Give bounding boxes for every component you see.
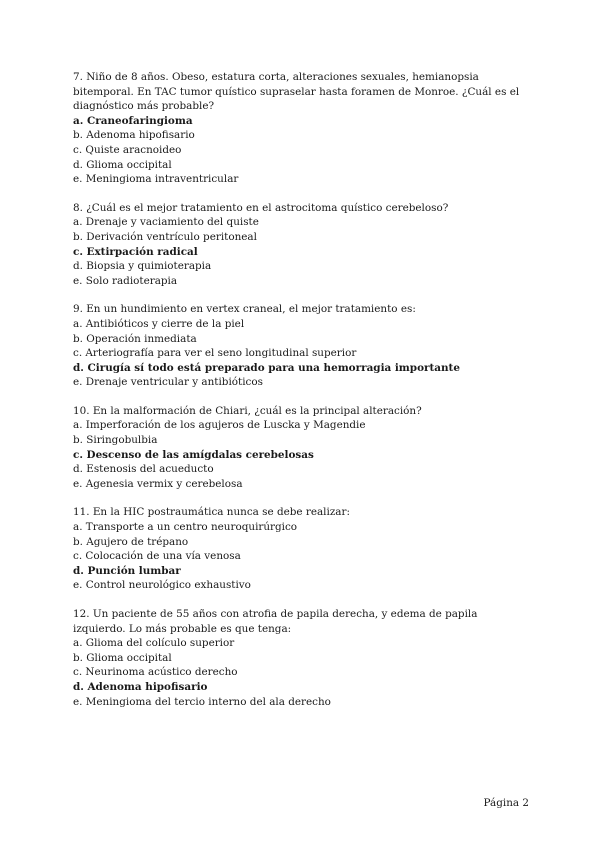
- question-stem: 12. Un paciente de 55 años con atrofia de papila derecha, y edema de papila izquierdo. Lo más probable es que tenga:: [73, 608, 478, 635]
- option-d-correct: d. Cirugía sí todo está preparado para una hemorragia importante: [73, 361, 460, 374]
- option-a: a. Glioma del colículo superior: [73, 637, 235, 650]
- question-8: [73, 201, 533, 289]
- question-12: [73, 607, 533, 709]
- option-d-correct: d. Adenoma hipofisario: [73, 680, 208, 693]
- question-7: [73, 70, 533, 187]
- option-c: c. Quiste aracnoideo: [73, 143, 182, 156]
- page-number: Página 2: [483, 797, 529, 809]
- question-stem: 7. Niño de 8 años. Obeso, estatura corta, alteraciones sexuales, hemianopsia bitemporal. En TAC tumor quístico supraselar hasta foramen de Monroe. ¿Cuál es el diagnóstico más probable?: [73, 71, 520, 113]
- question-9: [73, 302, 533, 390]
- option-e: e. Meningioma del tercio interno del ala derecho: [73, 695, 331, 708]
- option-d: d. Glioma occipital: [73, 158, 172, 171]
- option-list: [73, 418, 533, 491]
- question-10: [73, 404, 533, 492]
- option-a: a. Drenaje y vaciamiento del quiste: [73, 216, 259, 229]
- option-b: b. Siringobulbia: [73, 434, 158, 447]
- option-list: [73, 215, 533, 288]
- question-stem: 11. En la HIC postraumática nunca se debe realizar:: [73, 506, 350, 519]
- option-e: e. Meningioma intraventricular: [73, 173, 239, 186]
- question-stem: 9. En un hundimiento en vertex craneal, el mejor tratamiento es:: [73, 303, 416, 316]
- option-a: a. Transporte a un centro neuroquirúrgico: [73, 521, 298, 534]
- option-e: e. Control neurológico exhaustivo: [73, 579, 251, 592]
- option-b: b. Agujero de trépano: [73, 535, 189, 548]
- question-11: [73, 505, 533, 593]
- option-c-correct: c. Descenso de las amígdalas cerebelosas: [73, 448, 314, 461]
- option-a: a. Imperforación de los agujeros de Luscka y Magendie: [73, 419, 366, 432]
- option-b: b. Derivación ventrículo peritoneal: [73, 230, 257, 243]
- option-list: [73, 114, 533, 187]
- option-e: e. Solo radioterapia: [73, 274, 178, 287]
- option-a: a. Antibióticos y cierre de la piel: [73, 317, 245, 330]
- option-b: b. Operación inmediata: [73, 332, 197, 345]
- question-stem: 8. ¿Cuál es el mejor tratamiento en el astrocitoma quístico cerebeloso?: [73, 201, 449, 214]
- option-e: e. Drenaje ventricular y antibióticos: [73, 376, 263, 389]
- option-b: b. Adenoma hipofisario: [73, 129, 195, 142]
- option-d: d. Estenosis del acueducto: [73, 463, 214, 476]
- option-c-correct: c. Extirpación radical: [73, 245, 198, 258]
- option-list: [73, 317, 533, 390]
- option-c: c. Arteriografía para ver el seno longitudinal superior: [73, 347, 357, 360]
- option-d: d. Biopsia y quimioterapia: [73, 260, 212, 273]
- option-a-correct: a. Craneofaringioma: [73, 114, 193, 127]
- option-c: c. Neurinoma acústico derecho: [73, 666, 238, 679]
- option-d-correct: d. Punción lumbar: [73, 564, 181, 577]
- question-stem: 10. En la malformación de Chiari, ¿cuál es la principal alteración?: [73, 404, 422, 417]
- option-b: b. Glioma occipital: [73, 651, 172, 664]
- option-list: [73, 520, 533, 593]
- option-c: c. Colocación de una vía venosa: [73, 550, 241, 563]
- option-list: [73, 636, 533, 709]
- option-e: e. Agenesia vermix y cerebelosa: [73, 477, 243, 490]
- document-page: [73, 70, 533, 723]
